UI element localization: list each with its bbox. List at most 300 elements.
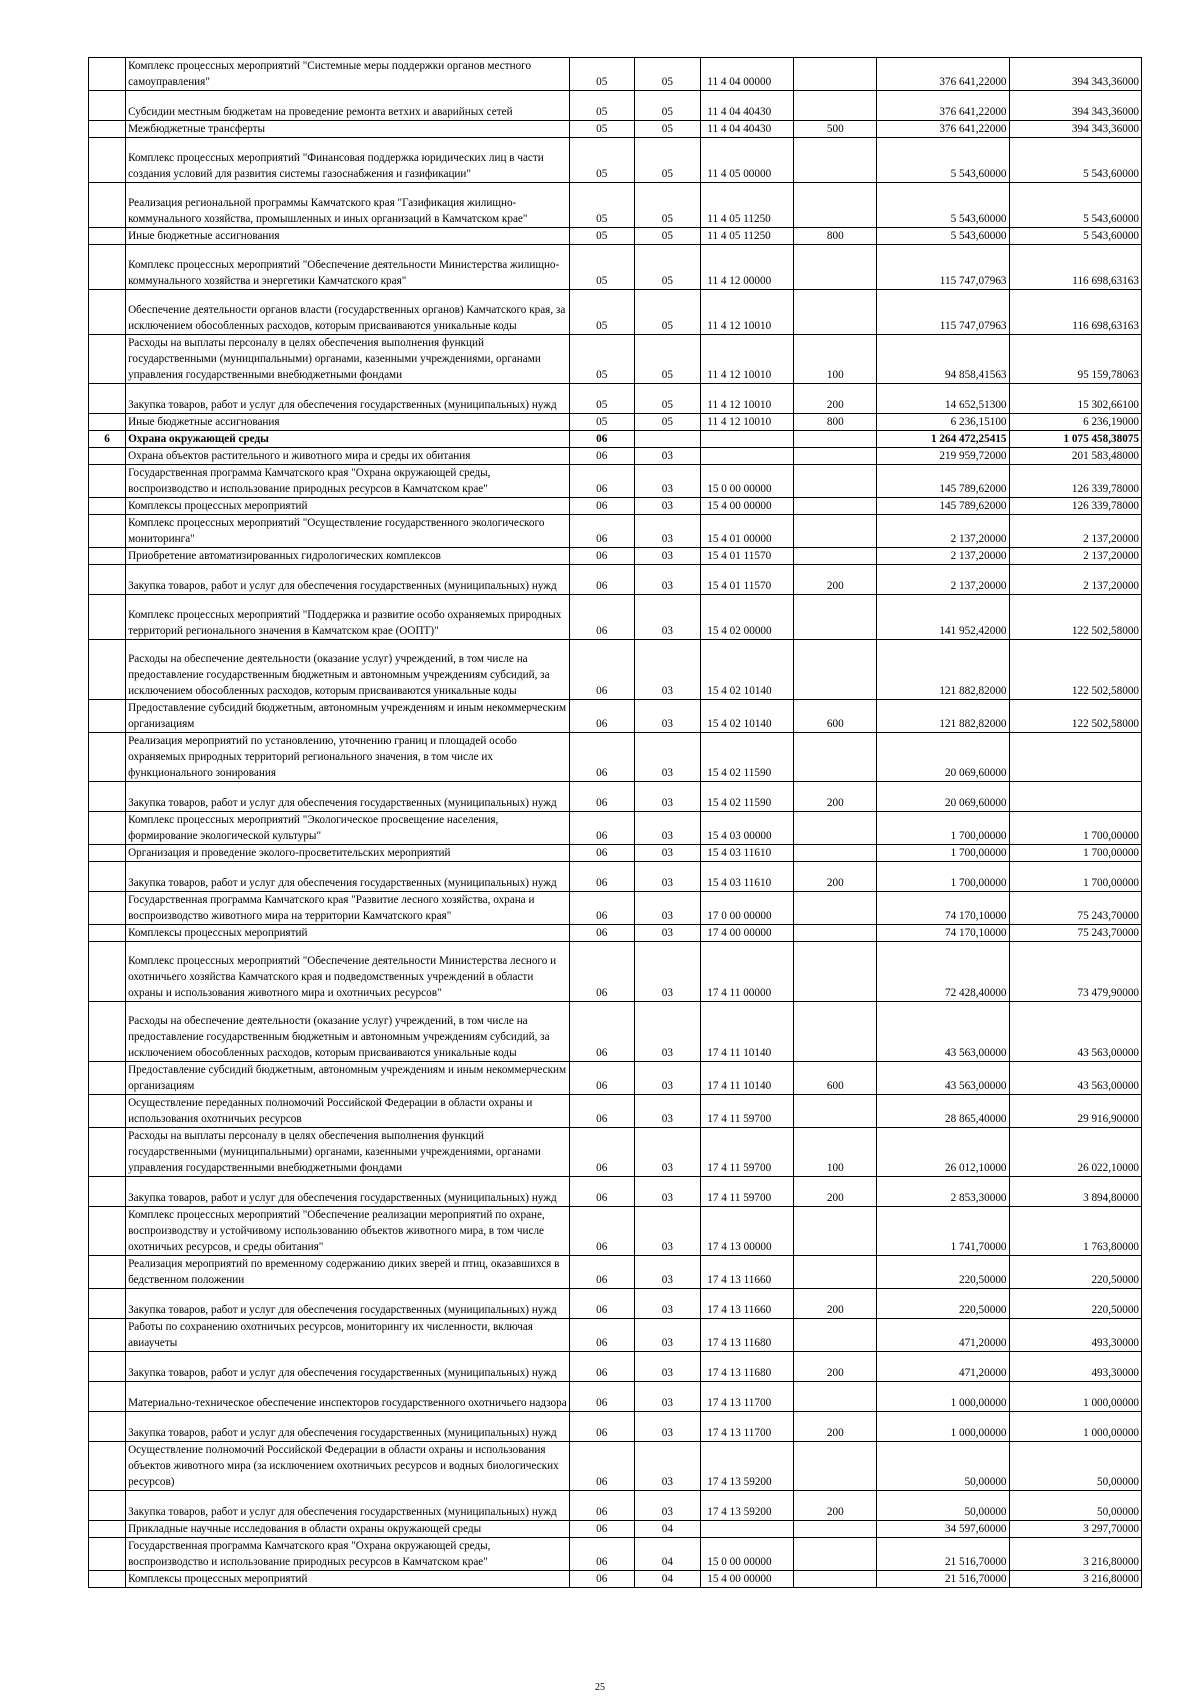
row-name: Предоставление субсидий бюджетным, автономным учреждениям и иным некоммерческим организациям xyxy=(126,1062,570,1095)
row-target-article: 15 0 00 00000 xyxy=(701,465,794,498)
row-amount-2: 201 583,48000 xyxy=(1009,448,1141,465)
row-target-article: 11 4 12 00000 xyxy=(701,245,794,290)
row-number xyxy=(89,700,126,733)
table-row xyxy=(89,565,1142,595)
row-name: Комплекс процессных мероприятий "Обеспечение деятельности Министерства жилищно-коммунального хозяйства и энергетики Камчатского края" xyxy=(126,245,570,290)
row-subsection: 03 xyxy=(634,1442,701,1491)
row-name: Комплексы процессных мероприятий xyxy=(126,1571,570,1588)
row-section: 06 xyxy=(569,733,634,782)
table-row xyxy=(89,845,1142,862)
row-amount-1: 145 789,62000 xyxy=(877,465,1009,498)
table-row xyxy=(89,892,1142,925)
row-amount-2: 116 698,63163 xyxy=(1009,245,1141,290)
row-subsection: 03 xyxy=(634,942,701,1002)
row-subsection: 05 xyxy=(634,290,701,335)
row-name: Закупка товаров, работ и услуг для обеспечения государственных (муниципальных) нужд xyxy=(126,782,570,812)
row-expense-type: 600 xyxy=(794,700,877,733)
row-number xyxy=(89,565,126,595)
table-row xyxy=(89,942,1142,1002)
row-name: Организация и проведение эколого-просветительских мероприятий xyxy=(126,845,570,862)
row-section: 06 xyxy=(569,862,634,892)
row-amount-2: 3 216,80000 xyxy=(1009,1571,1141,1588)
row-expense-type: 200 xyxy=(794,1412,877,1442)
row-number xyxy=(89,782,126,812)
page-number: 25 xyxy=(595,1682,605,1693)
row-number xyxy=(89,640,126,700)
row-section: 06 xyxy=(569,448,634,465)
row-target-article: 15 0 00 00000 xyxy=(701,1538,794,1571)
row-expense-type xyxy=(794,1002,877,1062)
row-amount-1: 26 012,10000 xyxy=(877,1128,1009,1177)
table-row xyxy=(89,1571,1142,1588)
row-number xyxy=(89,548,126,565)
table-row xyxy=(89,465,1142,498)
table-row xyxy=(89,862,1142,892)
row-subsection: 03 xyxy=(634,925,701,942)
row-amount-2: 5 543,60000 xyxy=(1009,138,1141,183)
row-amount-1: 74 170,10000 xyxy=(877,925,1009,942)
row-amount-2: 26 022,10000 xyxy=(1009,1128,1141,1177)
row-subsection: 03 xyxy=(634,1382,701,1412)
row-amount-2: 3 216,80000 xyxy=(1009,1538,1141,1571)
row-name: Прикладные научные исследования в области охраны окружающей среды xyxy=(126,1521,570,1538)
row-name: Иные бюджетные ассигнования xyxy=(126,228,570,245)
row-name: Комплекс процессных мероприятий "Обеспечение реализации мероприятий по охране, воспроизводству и устойчивому использованию объектов животного мира, в том числе охотничьих ресурсов, и среды обитания" xyxy=(126,1207,570,1256)
row-amount-1: 34 597,60000 xyxy=(877,1521,1009,1538)
row-section: 06 xyxy=(569,1491,634,1521)
row-subsection: 05 xyxy=(634,228,701,245)
row-section: 06 xyxy=(569,942,634,1002)
row-amount-1: 50,00000 xyxy=(877,1491,1009,1521)
row-amount-2: 29 916,90000 xyxy=(1009,1095,1141,1128)
row-section: 06 xyxy=(569,1538,634,1571)
row-subsection: 03 xyxy=(634,1095,701,1128)
row-number xyxy=(89,1207,126,1256)
row-section: 06 xyxy=(569,548,634,565)
row-amount-1: 20 069,60000 xyxy=(877,733,1009,782)
table-row xyxy=(89,925,1142,942)
row-number xyxy=(89,121,126,138)
row-number xyxy=(89,335,126,384)
row-amount-1: 28 865,40000 xyxy=(877,1095,1009,1128)
row-expense-type xyxy=(794,498,877,515)
row-amount-2: 73 479,90000 xyxy=(1009,942,1141,1002)
row-amount-2: 5 543,60000 xyxy=(1009,183,1141,228)
row-expense-type xyxy=(794,845,877,862)
row-target-article: 17 4 13 11660 xyxy=(701,1289,794,1319)
row-section: 05 xyxy=(569,91,634,121)
row-section: 05 xyxy=(569,58,634,91)
row-subsection: 03 xyxy=(634,1412,701,1442)
row-amount-1: 220,50000 xyxy=(877,1256,1009,1289)
row-subsection: 03 xyxy=(634,465,701,498)
row-subsection: 05 xyxy=(634,414,701,431)
row-number xyxy=(89,448,126,465)
row-section: 06 xyxy=(569,1571,634,1588)
row-number xyxy=(89,1289,126,1319)
row-amount-1: 376 641,22000 xyxy=(877,91,1009,121)
row-name: Расходы на выплаты персоналу в целях обеспечения выполнения функций государственными (муниципальными) органами, казенными учреждениями, органами управления государственными внебюджетными фондами xyxy=(126,1128,570,1177)
row-section: 06 xyxy=(569,1319,634,1352)
row-name: Субсидии местным бюджетам на проведение ремонта ветхих и аварийных сетей xyxy=(126,91,570,121)
row-expense-type xyxy=(794,138,877,183)
row-expense-type xyxy=(794,733,877,782)
row-amount-1: 5 543,60000 xyxy=(877,183,1009,228)
row-expense-type xyxy=(794,1571,877,1588)
row-expense-type xyxy=(794,1442,877,1491)
row-amount-2: 50,00000 xyxy=(1009,1442,1141,1491)
row-target-article: 15 4 01 11570 xyxy=(701,565,794,595)
row-subsection: 03 xyxy=(634,733,701,782)
table-row xyxy=(89,1095,1142,1128)
row-name: Реализация мероприятий по установлению, уточнению границ и площадей особо охраняемых природных территорий регионального значения, в том числе их функционального зонирования xyxy=(126,733,570,782)
table-row xyxy=(89,138,1142,183)
table-row xyxy=(89,183,1142,228)
row-subsection: 03 xyxy=(634,812,701,845)
row-expense-type xyxy=(794,1207,877,1256)
row-section: 06 xyxy=(569,925,634,942)
row-subsection: 03 xyxy=(634,1002,701,1062)
row-subsection: 05 xyxy=(634,138,701,183)
row-amount-1: 471,20000 xyxy=(877,1352,1009,1382)
row-subsection: 03 xyxy=(634,700,701,733)
table-row xyxy=(89,121,1142,138)
row-subsection: 03 xyxy=(634,515,701,548)
row-subsection: 05 xyxy=(634,183,701,228)
row-target-article: 17 4 13 11700 xyxy=(701,1382,794,1412)
row-amount-1: 2 137,20000 xyxy=(877,548,1009,565)
row-amount-1: 121 882,82000 xyxy=(877,700,1009,733)
row-subsection: 03 xyxy=(634,862,701,892)
row-amount-2: 3 297,70000 xyxy=(1009,1521,1141,1538)
row-amount-1: 21 516,70000 xyxy=(877,1571,1009,1588)
row-number xyxy=(89,515,126,548)
row-name: Закупка товаров, работ и услуг для обеспечения государственных (муниципальных) нужд xyxy=(126,1412,570,1442)
row-section: 06 xyxy=(569,498,634,515)
row-amount-2: 126 339,78000 xyxy=(1009,498,1141,515)
row-target-article: 17 4 11 59700 xyxy=(701,1095,794,1128)
row-section: 06 xyxy=(569,1177,634,1207)
row-amount-1: 74 170,10000 xyxy=(877,892,1009,925)
table-row xyxy=(89,1521,1142,1538)
table-row xyxy=(89,384,1142,414)
row-target-article: 17 4 11 10140 xyxy=(701,1002,794,1062)
row-amount-2: 1 000,00000 xyxy=(1009,1412,1141,1442)
row-name: Охрана окружающей среды xyxy=(126,431,570,448)
row-number xyxy=(89,1352,126,1382)
row-target-article: 15 4 03 00000 xyxy=(701,812,794,845)
row-subsection: 03 xyxy=(634,1352,701,1382)
row-amount-2: 394 343,36000 xyxy=(1009,121,1141,138)
row-amount-2: 1 000,00000 xyxy=(1009,1382,1141,1412)
table-row xyxy=(89,548,1142,565)
row-target-article: 11 4 04 40430 xyxy=(701,121,794,138)
row-target-article: 11 4 04 40430 xyxy=(701,91,794,121)
row-subsection: 03 xyxy=(634,1289,701,1319)
row-subsection: 04 xyxy=(634,1571,701,1588)
row-name: Комплекс процессных мероприятий "Осуществление государственного экологического мониторинга" xyxy=(126,515,570,548)
row-section: 06 xyxy=(569,465,634,498)
row-name: Реализация региональной программы Камчатского края "Газификация жилищно-коммунального хозяйства, промышленных и иных организаций в Камчатском крае" xyxy=(126,183,570,228)
row-target-article: 17 4 00 00000 xyxy=(701,925,794,942)
row-expense-type: 800 xyxy=(794,228,877,245)
row-subsection: 03 xyxy=(634,892,701,925)
row-amount-2: 493,30000 xyxy=(1009,1319,1141,1352)
row-name: Комплекс процессных мероприятий "Обеспечение деятельности Министерства лесного и охотничьего хозяйства Камчатского края и подведомственных учреждений в области охраны и использования животного мира и охотничьих ресурсов" xyxy=(126,942,570,1002)
row-expense-type xyxy=(794,465,877,498)
row-section: 05 xyxy=(569,290,634,335)
row-number xyxy=(89,1177,126,1207)
row-amount-1: 141 952,42000 xyxy=(877,595,1009,640)
row-target-article: 11 4 05 00000 xyxy=(701,138,794,183)
row-target-article: 15 4 02 00000 xyxy=(701,595,794,640)
row-number xyxy=(89,1002,126,1062)
row-subsection: 05 xyxy=(634,121,701,138)
table-row xyxy=(89,733,1142,782)
row-name: Межбюджетные трансферты xyxy=(126,121,570,138)
row-subsection: 03 xyxy=(634,1256,701,1289)
row-subsection: 03 xyxy=(634,1491,701,1521)
row-target-article: 17 4 13 11660 xyxy=(701,1256,794,1289)
table-row xyxy=(89,1062,1142,1095)
row-amount-1: 115 747,07963 xyxy=(877,245,1009,290)
row-name: Работы по сохранению охотничьих ресурсов, мониторингу их численности, включая авиаучеты xyxy=(126,1319,570,1352)
row-number xyxy=(89,812,126,845)
row-amount-1: 471,20000 xyxy=(877,1319,1009,1352)
row-name: Материально-техническое обеспечение инспекторов государственного охотничьего надзора xyxy=(126,1382,570,1412)
table-row xyxy=(89,1256,1142,1289)
row-amount-2: 43 563,00000 xyxy=(1009,1002,1141,1062)
row-target-article: 17 4 11 10140 xyxy=(701,1062,794,1095)
row-number xyxy=(89,414,126,431)
row-amount-1: 14 652,51300 xyxy=(877,384,1009,414)
row-subsection: 05 xyxy=(634,384,701,414)
row-target-article: 11 4 05 11250 xyxy=(701,183,794,228)
row-number xyxy=(89,183,126,228)
row-target-article: 15 4 01 00000 xyxy=(701,515,794,548)
row-subsection: 03 xyxy=(634,548,701,565)
row-number xyxy=(89,1521,126,1538)
row-name: Комплексы процессных мероприятий xyxy=(126,498,570,515)
row-target-article: 15 4 02 10140 xyxy=(701,640,794,700)
row-target-article: 11 4 12 10010 xyxy=(701,335,794,384)
row-amount-1: 1 741,70000 xyxy=(877,1207,1009,1256)
row-number xyxy=(89,1256,126,1289)
row-expense-type: 200 xyxy=(794,1177,877,1207)
row-number xyxy=(89,595,126,640)
row-amount-1: 121 882,82000 xyxy=(877,640,1009,700)
row-subsection: 03 xyxy=(634,448,701,465)
row-expense-type: 200 xyxy=(794,782,877,812)
row-amount-2: 122 502,58000 xyxy=(1009,700,1141,733)
row-target-article: 15 4 00 00000 xyxy=(701,498,794,515)
row-target-article: 17 4 13 00000 xyxy=(701,1207,794,1256)
row-target-article: 17 4 11 59700 xyxy=(701,1128,794,1177)
row-name: Закупка товаров, работ и услуг для обеспечения государственных (муниципальных) нужд xyxy=(126,1289,570,1319)
row-target-article: 11 4 04 00000 xyxy=(701,58,794,91)
table-row xyxy=(89,1002,1142,1062)
row-section: 06 xyxy=(569,700,634,733)
row-expense-type: 200 xyxy=(794,862,877,892)
row-target-article: 11 4 12 10010 xyxy=(701,414,794,431)
row-subsection: 03 xyxy=(634,1177,701,1207)
row-amount-1: 72 428,40000 xyxy=(877,942,1009,1002)
row-number: 6 xyxy=(89,431,126,448)
row-target-article: 15 4 02 11590 xyxy=(701,782,794,812)
table-row xyxy=(89,58,1142,91)
row-expense-type xyxy=(794,1382,877,1412)
row-amount-1: 1 264 472,25415 xyxy=(877,431,1009,448)
row-target-article: 15 4 01 11570 xyxy=(701,548,794,565)
table-row xyxy=(89,812,1142,845)
row-amount-1: 43 563,00000 xyxy=(877,1062,1009,1095)
row-name: Комплекс процессных мероприятий "Поддержка и развитие особо охраняемых природных территорий регионального значения в Камчатском крае (ООПТ)" xyxy=(126,595,570,640)
row-expense-type xyxy=(794,515,877,548)
row-section: 05 xyxy=(569,414,634,431)
row-expense-type: 200 xyxy=(794,1352,877,1382)
row-expense-type: 100 xyxy=(794,1128,877,1177)
table-row xyxy=(89,335,1142,384)
table-row xyxy=(89,595,1142,640)
row-name: Государственная программа Камчатского края "Охрана окружающей среды, воспроизводство и использование природных ресурсов в Камчатском крае" xyxy=(126,1538,570,1571)
table-row xyxy=(89,1412,1142,1442)
row-name: Государственная программа Камчатского края "Охрана окружающей среды, воспроизводство и использование природных ресурсов в Камчатском крае" xyxy=(126,465,570,498)
row-amount-2: 1 075 458,38075 xyxy=(1009,431,1141,448)
row-expense-type xyxy=(794,640,877,700)
row-name: Осуществление переданных полномочий Российской Федерации в области охраны и использования охотничьих ресурсов xyxy=(126,1095,570,1128)
row-subsection: 03 xyxy=(634,565,701,595)
row-amount-2: 1 700,00000 xyxy=(1009,862,1141,892)
row-section: 06 xyxy=(569,1062,634,1095)
row-expense-type xyxy=(794,91,877,121)
row-section: 06 xyxy=(569,1002,634,1062)
row-section: 06 xyxy=(569,845,634,862)
row-name: Закупка товаров, работ и услуг для обеспечения государственных (муниципальных) нужд xyxy=(126,862,570,892)
table-row xyxy=(89,1207,1142,1256)
row-expense-type xyxy=(794,58,877,91)
row-expense-type: 600 xyxy=(794,1062,877,1095)
row-expense-type xyxy=(794,925,877,942)
row-amount-1: 220,50000 xyxy=(877,1289,1009,1319)
row-name: Закупка товаров, работ и услуг для обеспечения государственных (муниципальных) нужд xyxy=(126,1491,570,1521)
row-number xyxy=(89,384,126,414)
row-name: Иные бюджетные ассигнования xyxy=(126,414,570,431)
row-target-article xyxy=(701,431,794,448)
row-section: 05 xyxy=(569,183,634,228)
row-name: Приобретение автоматизированных гидрологических комплексов xyxy=(126,548,570,565)
row-subsection: 03 xyxy=(634,1128,701,1177)
row-amount-2: 1 763,80000 xyxy=(1009,1207,1141,1256)
row-section: 06 xyxy=(569,892,634,925)
row-amount-2: 15 302,66100 xyxy=(1009,384,1141,414)
row-section: 06 xyxy=(569,782,634,812)
row-number xyxy=(89,845,126,862)
row-target-article xyxy=(701,1521,794,1538)
row-target-article: 11 4 12 10010 xyxy=(701,384,794,414)
row-amount-1: 1 700,00000 xyxy=(877,812,1009,845)
row-subsection: 03 xyxy=(634,782,701,812)
row-section: 06 xyxy=(569,640,634,700)
row-expense-type xyxy=(794,548,877,565)
row-subsection: 05 xyxy=(634,245,701,290)
row-target-article: 17 4 11 00000 xyxy=(701,942,794,1002)
row-amount-1: 376 641,22000 xyxy=(877,121,1009,138)
row-number xyxy=(89,1538,126,1571)
row-number xyxy=(89,1412,126,1442)
row-target-article: 17 4 11 59700 xyxy=(701,1177,794,1207)
row-target-article: 17 4 13 59200 xyxy=(701,1491,794,1521)
row-target-article: 11 4 12 10010 xyxy=(701,290,794,335)
table-row xyxy=(89,290,1142,335)
row-expense-type xyxy=(794,812,877,845)
row-amount-1: 1 000,00000 xyxy=(877,1412,1009,1442)
table-row xyxy=(89,1319,1142,1352)
table-row xyxy=(89,1382,1142,1412)
row-target-article: 15 4 03 11610 xyxy=(701,845,794,862)
row-amount-2 xyxy=(1009,782,1141,812)
row-expense-type: 200 xyxy=(794,1289,877,1319)
row-section: 06 xyxy=(569,1442,634,1491)
row-amount-1: 2 137,20000 xyxy=(877,515,1009,548)
row-expense-type xyxy=(794,183,877,228)
row-name: Закупка товаров, работ и услуг для обеспечения государственных (муниципальных) нужд xyxy=(126,565,570,595)
row-name: Реализация мероприятий по временному содержанию диких зверей и птиц, оказавшихся в бедственном положении xyxy=(126,1256,570,1289)
table-row xyxy=(89,640,1142,700)
row-amount-1: 376 641,22000 xyxy=(877,58,1009,91)
row-subsection: 03 xyxy=(634,640,701,700)
table-row xyxy=(89,498,1142,515)
row-number xyxy=(89,1491,126,1521)
table-row xyxy=(89,1177,1142,1207)
row-section: 06 xyxy=(569,1412,634,1442)
row-expense-type xyxy=(794,431,877,448)
row-name: Закупка товаров, работ и услуг для обеспечения государственных (муниципальных) нужд xyxy=(126,384,570,414)
row-section: 06 xyxy=(569,1521,634,1538)
row-amount-1: 115 747,07963 xyxy=(877,290,1009,335)
table-row xyxy=(89,700,1142,733)
row-amount-1: 43 563,00000 xyxy=(877,1002,1009,1062)
row-target-article: 17 0 00 00000 xyxy=(701,892,794,925)
row-amount-2: 116 698,63163 xyxy=(1009,290,1141,335)
row-subsection: 03 xyxy=(634,498,701,515)
row-target-article: 15 4 00 00000 xyxy=(701,1571,794,1588)
row-amount-1: 94 858,41563 xyxy=(877,335,1009,384)
row-section: 06 xyxy=(569,1289,634,1319)
row-subsection: 03 xyxy=(634,595,701,640)
row-number xyxy=(89,245,126,290)
row-target-article: 17 4 13 11700 xyxy=(701,1412,794,1442)
table-row xyxy=(89,245,1142,290)
row-amount-2: 6 236,19000 xyxy=(1009,414,1141,431)
table-row xyxy=(89,1128,1142,1177)
row-amount-1: 2 853,30000 xyxy=(877,1177,1009,1207)
row-amount-1: 50,00000 xyxy=(877,1442,1009,1491)
table-row xyxy=(89,431,1142,448)
row-amount-1: 1 700,00000 xyxy=(877,845,1009,862)
row-expense-type xyxy=(794,245,877,290)
row-number xyxy=(89,91,126,121)
row-amount-2: 122 502,58000 xyxy=(1009,640,1141,700)
row-name: Охрана объектов растительного и животного мира и среды их обитания xyxy=(126,448,570,465)
row-amount-2: 1 700,00000 xyxy=(1009,812,1141,845)
row-expense-type xyxy=(794,1319,877,1352)
row-section: 06 xyxy=(569,1256,634,1289)
row-amount-1: 1 000,00000 xyxy=(877,1382,1009,1412)
row-section: 05 xyxy=(569,228,634,245)
row-subsection: 03 xyxy=(634,845,701,862)
row-amount-1: 6 236,15100 xyxy=(877,414,1009,431)
row-subsection xyxy=(634,431,701,448)
